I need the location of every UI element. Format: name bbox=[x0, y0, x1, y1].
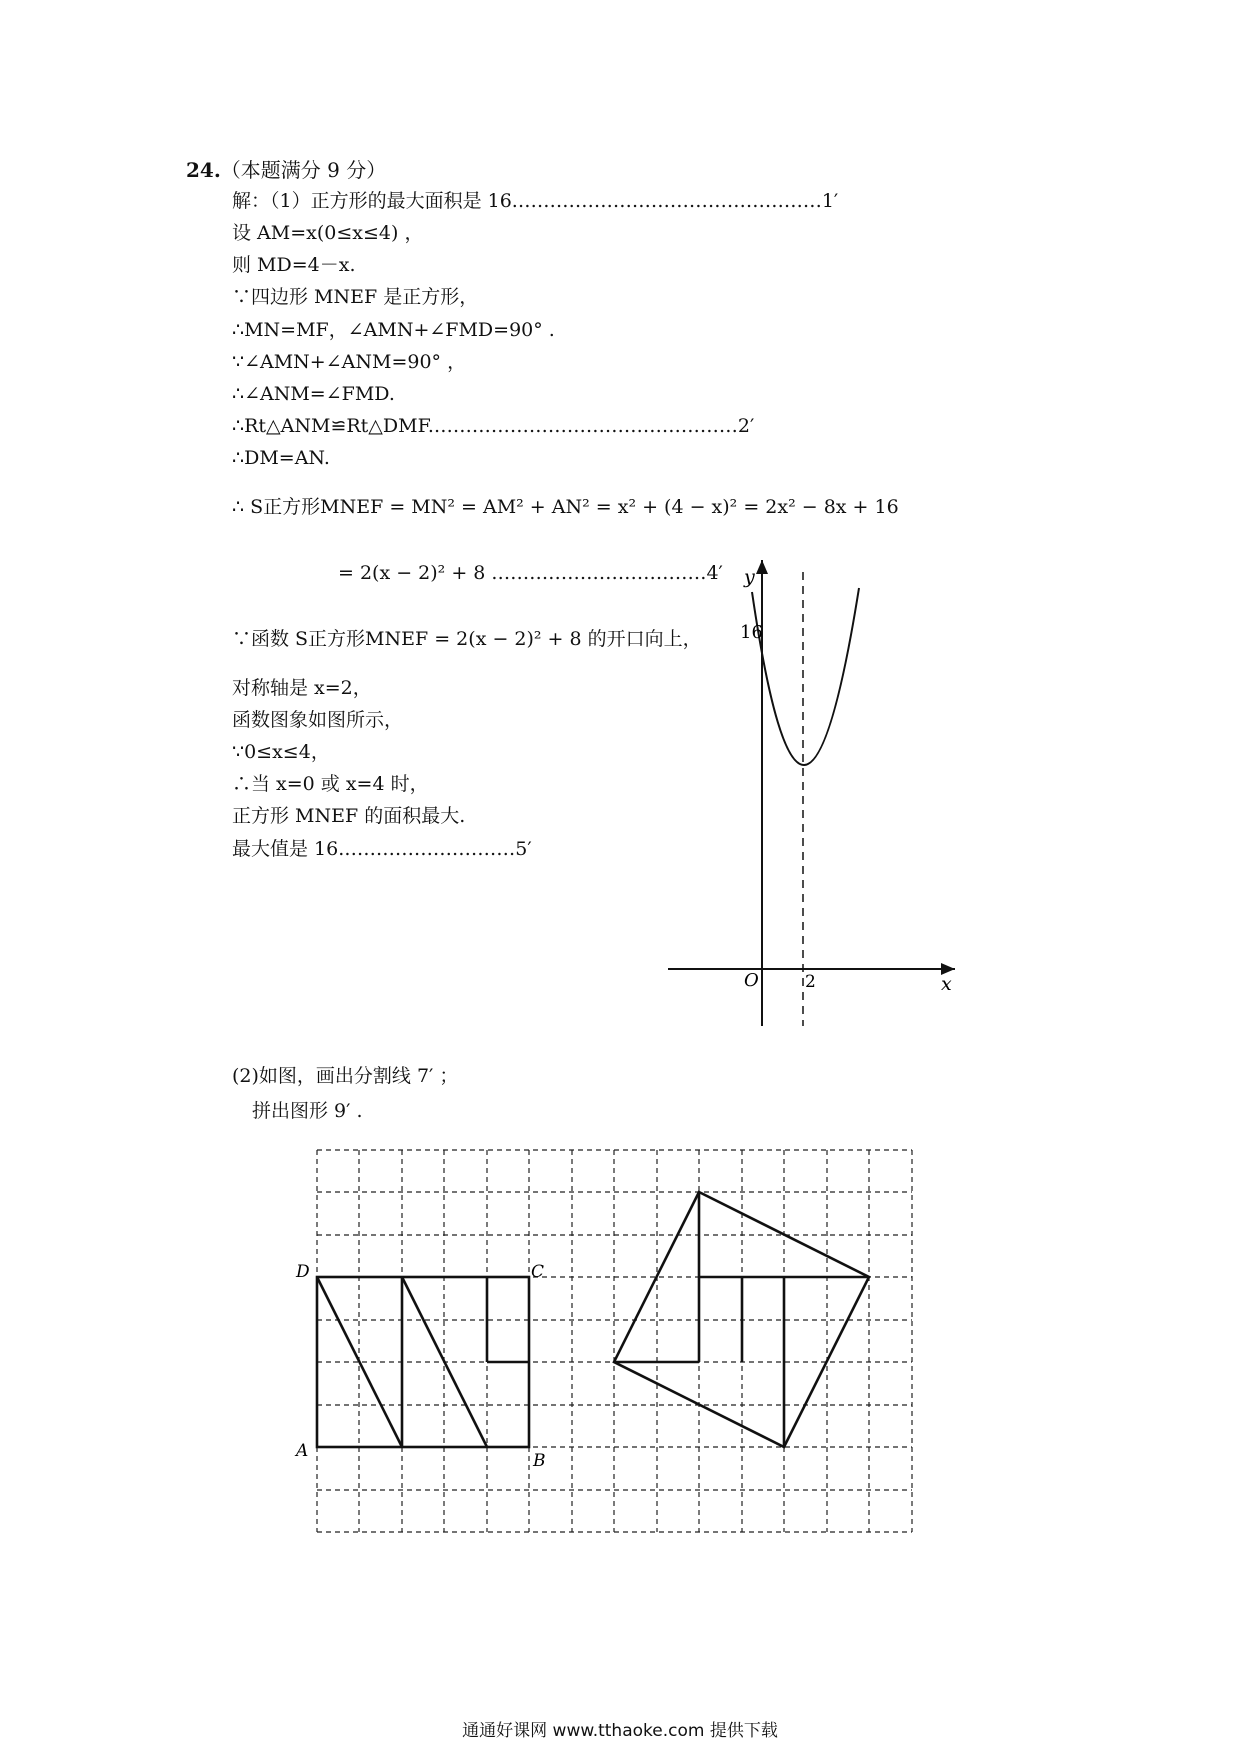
problem-number: 24. bbox=[186, 158, 221, 182]
solution-line-6: ∵∠AMN+∠ANM=90° ， bbox=[232, 351, 467, 373]
label-d: D bbox=[296, 1262, 310, 1282]
solution-line-7: ∴∠ANM=∠FMD. bbox=[232, 383, 395, 405]
solution-line-13: 对称轴是 x=2， bbox=[232, 677, 372, 699]
solution-line-4: ∵四边形 MNEF 是正方形， bbox=[232, 286, 479, 308]
solution-line-11: = 2(x − 2)² + 8 .……………………………4′ bbox=[338, 562, 723, 584]
part2-line-1: (2)如图，画出分割线 7′ ； bbox=[232, 1065, 459, 1087]
solution-line-9: ∴DM=AN. bbox=[232, 447, 330, 469]
part2-line-2: 拼出图形 9′ . bbox=[252, 1100, 363, 1122]
x-tick-label: 2 bbox=[805, 972, 816, 992]
dashed-grid bbox=[317, 1150, 912, 1532]
solution-line-15: ∵0≤x≤4， bbox=[232, 741, 330, 763]
y-axis-label: y bbox=[744, 566, 755, 588]
label-a: A bbox=[296, 1441, 309, 1461]
solution-line-2: 设 AM=x(0≤x≤4) ， bbox=[232, 222, 424, 244]
solution-line-3: 则 MD=4－x. bbox=[232, 254, 356, 276]
solution-line-18: 最大值是 16.………………………5′ bbox=[232, 838, 532, 860]
page-footer: 通通好课网 www.tthaoke.com 提供下载 bbox=[462, 1721, 778, 1741]
solution-line-10: ∴ S正方形MNEF = MN² = AM² + AN² = x² + (4 − x)² = 2x² − 8x + 16 bbox=[232, 496, 899, 518]
problem-score-note: （本题满分 9 分） bbox=[220, 158, 387, 182]
solution-line-8: ∴Rt△ANM≌Rt△DMF.…………………………………………2′ bbox=[232, 415, 755, 437]
solution-line-17: 正方形 MNEF 的面积最大. bbox=[232, 805, 466, 827]
solution-line-16: ∴当 x=0 或 x=4 时， bbox=[232, 773, 429, 795]
solution-line-12: ∵函数 S正方形MNEF = 2(x − 2)² + 8 的开口向上， bbox=[232, 628, 702, 650]
label-c: C bbox=[531, 1262, 545, 1282]
label-b: B bbox=[533, 1451, 546, 1471]
y-tick-label: 16 bbox=[740, 622, 763, 643]
solution-line-14: 函数图象如图所示， bbox=[232, 709, 404, 731]
solution-line-5: ∴MN=MF，∠AMN+∠FMD=90° . bbox=[232, 319, 555, 341]
origin-label: O bbox=[744, 970, 759, 991]
solution-line-1: 解：（1）正方形的最大面积是 16.…………………………………………1′ bbox=[232, 190, 839, 212]
x-axis-label: x bbox=[941, 973, 952, 995]
